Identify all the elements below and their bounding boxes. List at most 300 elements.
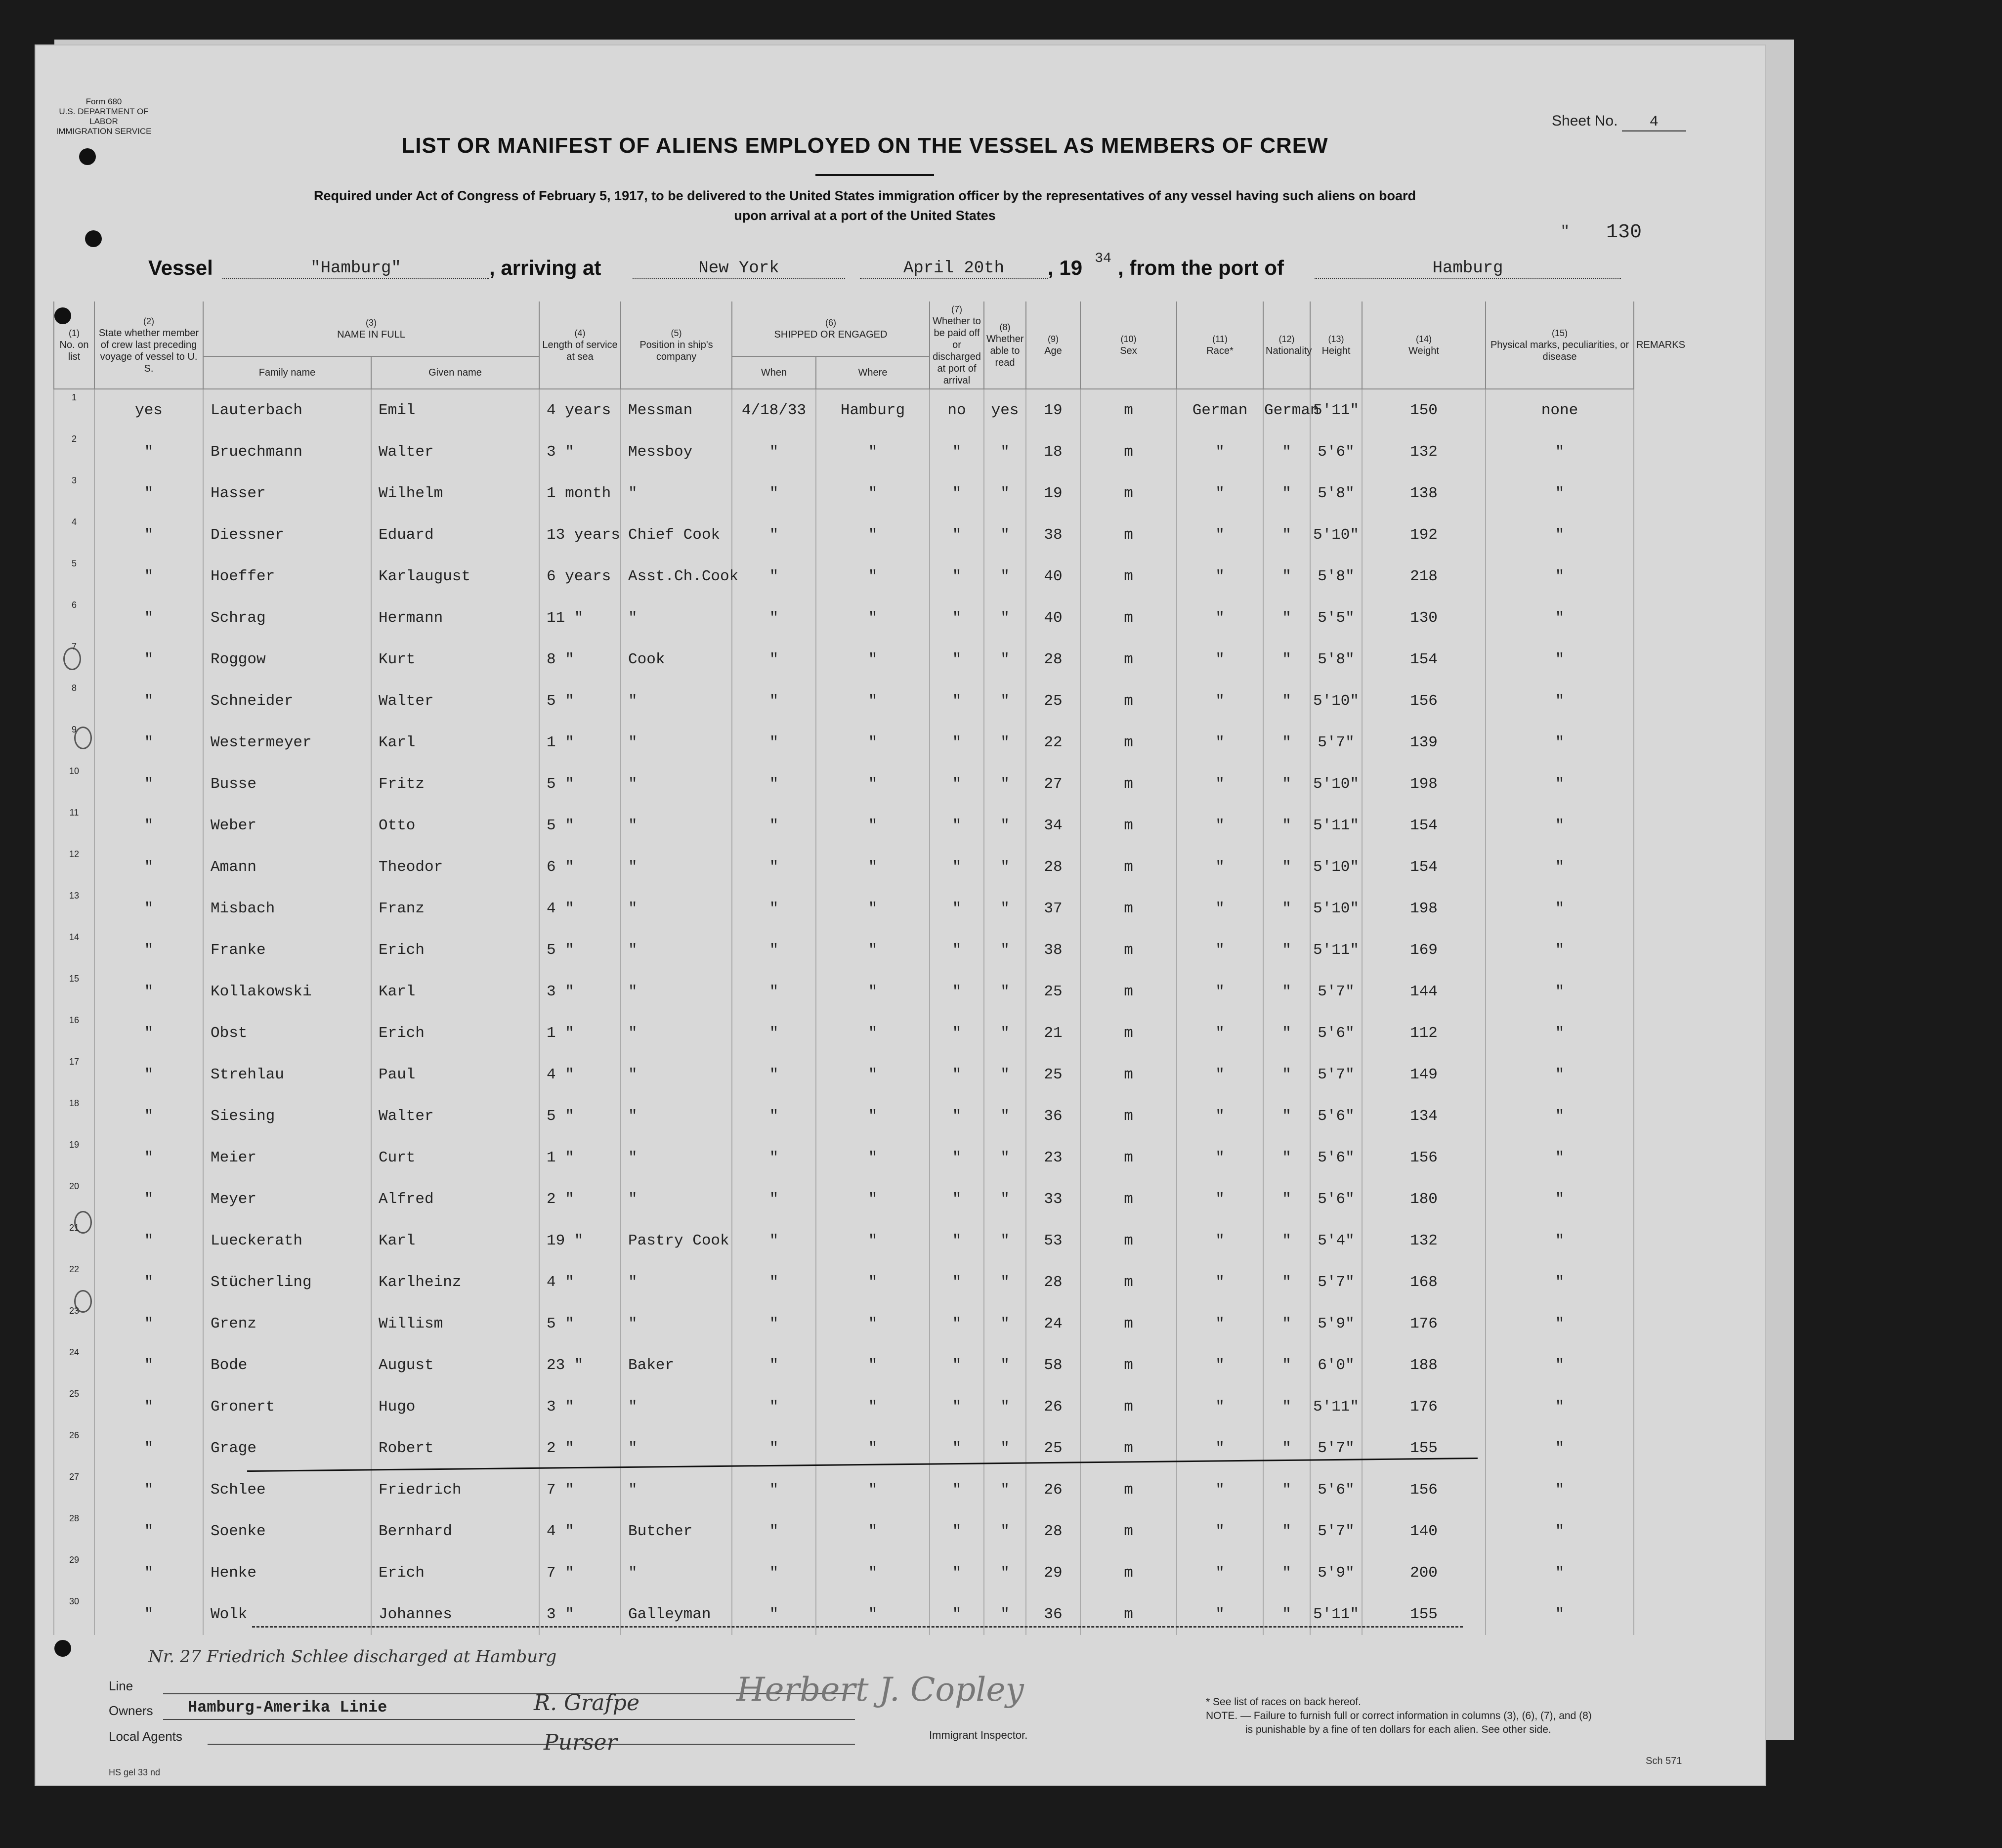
shipped-where-cell: " <box>816 1344 930 1386</box>
row-number-cell: 16 <box>54 1012 94 1054</box>
previous-voyage-cell: " <box>94 888 203 929</box>
race-cell: German <box>1177 389 1263 431</box>
shipped-where-cell: " <box>816 1469 930 1510</box>
age-cell: 40 <box>1026 556 1080 597</box>
height-cell: 5'11" <box>1310 389 1362 431</box>
nationality-cell: " <box>1263 514 1310 556</box>
schedule-number: Sch 571 <box>1646 1756 1682 1766</box>
form-number: Form 680 <box>85 97 122 106</box>
sex-cell: m <box>1080 1510 1177 1552</box>
nationality-cell: " <box>1263 1220 1310 1261</box>
family-name-cell: Roggow <box>203 639 371 680</box>
table-row <box>54 929 1634 971</box>
able-to-read-cell: " <box>984 722 1026 763</box>
nationality-cell: " <box>1263 597 1310 639</box>
shipped-when-cell: " <box>732 639 816 680</box>
weight-cell: 130 <box>1362 597 1486 639</box>
physical-marks-cell: " <box>1486 1593 1634 1635</box>
table-row <box>54 1469 1634 1510</box>
race-cell: " <box>1177 1469 1263 1510</box>
height-cell: 5'7" <box>1310 1261 1362 1303</box>
age-cell: 27 <box>1026 763 1080 805</box>
printer-mark: HS gel 33 nd <box>109 1767 161 1777</box>
given-name-cell: Wilhelm <box>371 473 539 514</box>
paid-off-cell: " <box>930 929 984 971</box>
able-to-read-cell: " <box>984 597 1026 639</box>
races-note: * See list of races on back hereof. <box>1206 1696 1362 1708</box>
length-of-service-cell: 1 " <box>539 722 621 763</box>
age-cell: 58 <box>1026 1344 1080 1386</box>
shipped-when-cell: " <box>732 1220 816 1261</box>
table-row <box>54 1552 1634 1593</box>
height-cell: 5'9" <box>1310 1303 1362 1344</box>
able-to-read-cell: " <box>984 514 1026 556</box>
position-cell: " <box>621 1386 732 1427</box>
nationality-cell: " <box>1263 1552 1310 1593</box>
shipped-where-cell: " <box>816 1054 930 1095</box>
immigrant-inspector-label: Immigrant Inspector. <box>929 1729 1028 1741</box>
sex-cell: m <box>1080 888 1177 929</box>
position-cell: " <box>621 971 732 1012</box>
shipped-where-cell: " <box>816 1386 930 1427</box>
shipped-where-cell: " <box>816 639 930 680</box>
height-cell: 5'8" <box>1310 473 1362 514</box>
able-to-read-cell: " <box>984 929 1026 971</box>
paid-off-cell: " <box>930 1012 984 1054</box>
shipped-where-cell: " <box>816 846 930 888</box>
physical-marks-cell: " <box>1486 763 1634 805</box>
shipped-when-cell: " <box>732 514 816 556</box>
table-row <box>54 680 1634 722</box>
col-paid-off-header: (7) Whether to be paid off or discharged at port of arrival <box>930 301 984 389</box>
previous-voyage-cell: " <box>94 1012 203 1054</box>
purser-signature: R. Grafpe <box>534 1690 640 1716</box>
shipped-when-cell: " <box>732 431 816 473</box>
age-cell: 25 <box>1026 1427 1080 1469</box>
crew-rows <box>54 389 1634 1635</box>
col-service-header: (4) Length of service at sea <box>539 301 621 389</box>
nationality-cell: " <box>1263 1593 1310 1635</box>
able-to-read-cell: " <box>984 1344 1026 1386</box>
col-sex-header: (10) Sex <box>1080 301 1177 389</box>
position-cell: " <box>621 763 732 805</box>
position-cell: " <box>621 805 732 846</box>
able-to-read-cell: " <box>984 431 1026 473</box>
shipped-when-cell: " <box>732 1137 816 1178</box>
height-cell: 5'11" <box>1310 1386 1362 1427</box>
physical-marks-cell: " <box>1486 1012 1634 1054</box>
weight-cell: 176 <box>1362 1303 1486 1344</box>
length-of-service-cell: 3 " <box>539 431 621 473</box>
shipped-where-cell: " <box>816 1012 930 1054</box>
length-of-service-cell: 3 " <box>539 971 621 1012</box>
length-of-service-cell: 1 " <box>539 1012 621 1054</box>
sex-cell: m <box>1080 846 1177 888</box>
arrival-port: New York <box>633 259 845 279</box>
col-name-header: (3) NAME IN FULL <box>203 301 539 356</box>
length-of-service-cell: 8 " <box>539 639 621 680</box>
nationality-cell: " <box>1263 805 1310 846</box>
shipped-when-cell: " <box>732 888 816 929</box>
age-cell: 38 <box>1026 514 1080 556</box>
owners-underline <box>163 1719 855 1720</box>
physical-marks-cell: none <box>1486 389 1634 431</box>
length-of-service-cell: 4 " <box>539 888 621 929</box>
physical-marks-cell: " <box>1486 1427 1634 1469</box>
nationality-cell: " <box>1263 639 1310 680</box>
height-cell: 5'11" <box>1310 929 1362 971</box>
race-cell: " <box>1177 597 1263 639</box>
shipped-where-cell: " <box>816 1303 930 1344</box>
shipped-where-cell: " <box>816 514 930 556</box>
able-to-read-cell: " <box>984 1303 1026 1344</box>
weight-cell: 188 <box>1362 1344 1486 1386</box>
physical-marks-cell: " <box>1486 639 1634 680</box>
given-name-cell: Walter <box>371 1095 539 1137</box>
sex-cell: m <box>1080 1178 1177 1220</box>
row-number-cell: 11 <box>54 805 94 846</box>
physical-marks-cell: " <box>1486 929 1634 971</box>
vessel-label: Vessel <box>148 256 213 279</box>
sex-cell: m <box>1080 1261 1177 1303</box>
table-row <box>54 1386 1634 1427</box>
physical-marks-cell: " <box>1486 846 1634 888</box>
length-of-service-cell: 11 " <box>539 597 621 639</box>
height-cell: 5'10" <box>1310 763 1362 805</box>
family-name-cell: Henke <box>203 1552 371 1593</box>
position-cell: " <box>621 597 732 639</box>
table-row <box>54 1510 1634 1552</box>
able-to-read-cell: " <box>984 556 1026 597</box>
given-name-cell: Karlaugust <box>371 556 539 597</box>
shipped-when-cell: " <box>732 1427 816 1469</box>
able-to-read-cell: " <box>984 1012 1026 1054</box>
able-to-read-cell: " <box>984 1261 1026 1303</box>
length-of-service-cell: 4 " <box>539 1510 621 1552</box>
shipped-where-cell: " <box>816 722 930 763</box>
race-cell: " <box>1177 431 1263 473</box>
nationality-cell: " <box>1263 1054 1310 1095</box>
family-name-cell: Weber <box>203 805 371 846</box>
weight-cell: 154 <box>1362 639 1486 680</box>
table-row <box>54 389 1634 431</box>
given-name-cell: Eduard <box>371 514 539 556</box>
sex-cell: m <box>1080 1054 1177 1095</box>
given-name-cell: Curt <box>371 1137 539 1178</box>
length-of-service-cell: 6 " <box>539 846 621 888</box>
row-number-cell: 2 <box>54 431 94 473</box>
race-cell: " <box>1177 1303 1263 1344</box>
shipped-where-cell: " <box>816 1510 930 1552</box>
age-cell: 26 <box>1026 1469 1080 1510</box>
nationality-cell: " <box>1263 722 1310 763</box>
able-to-read-cell: " <box>984 888 1026 929</box>
col-marks-header: (15) Physical marks, peculiarities, or disease <box>1486 301 1634 389</box>
race-cell: " <box>1177 1012 1263 1054</box>
row-number-cell: 5 <box>54 556 94 597</box>
table-row <box>54 888 1634 929</box>
nationality-cell: " <box>1263 1510 1310 1552</box>
family-name-cell: Diessner <box>203 514 371 556</box>
length-of-service-cell: 3 " <box>539 1593 621 1635</box>
row-number-cell: 22 <box>54 1261 94 1303</box>
position-cell: Baker <box>621 1344 732 1386</box>
sex-cell: m <box>1080 473 1177 514</box>
table-row <box>54 1593 1634 1635</box>
col-weight-header: (14) Weight <box>1362 301 1486 389</box>
shipped-when-cell: " <box>732 1012 816 1054</box>
age-cell: 19 <box>1026 389 1080 431</box>
race-cell: " <box>1177 722 1263 763</box>
shipped-when-cell: " <box>732 597 816 639</box>
length-of-service-cell: 1 month <box>539 473 621 514</box>
document-title: LIST OR MANIFEST OF ALIENS EMPLOYED ON THE VESSEL AS MEMBERS OF CREW <box>401 133 1328 158</box>
position-cell: " <box>621 680 732 722</box>
shipped-when-cell: " <box>732 1095 816 1137</box>
row-number-cell: 10 <box>54 763 94 805</box>
shipped-when-cell: " <box>732 971 816 1012</box>
position-cell: " <box>621 1427 732 1469</box>
race-cell: " <box>1177 763 1263 805</box>
height-cell: 5'7" <box>1310 722 1362 763</box>
footnote <box>1206 1695 1700 1737</box>
nationality-cell: " <box>1263 1303 1310 1344</box>
shipped-when-cell: 4/18/33 <box>732 389 816 431</box>
height-cell: 5'6" <box>1310 1469 1362 1510</box>
race-cell: " <box>1177 1261 1263 1303</box>
physical-marks-cell: " <box>1486 1510 1634 1552</box>
col-given-name-header: Given name <box>371 356 539 389</box>
shipped-where-cell: " <box>816 1220 930 1261</box>
shipped-when-cell: " <box>732 763 816 805</box>
shipped-when-cell: " <box>732 1552 816 1593</box>
weight-cell: 176 <box>1362 1386 1486 1427</box>
shipped-when-cell: " <box>732 929 816 971</box>
shipped-where-cell: " <box>816 888 930 929</box>
nationality-cell: " <box>1263 929 1310 971</box>
given-name-cell: August <box>371 1344 539 1386</box>
penalty-note: NOTE. — Failure to furnish full or correct information in columns (3), (6), (7), and (8) <box>1206 1710 1592 1721</box>
requirement-line-1: Required under Act of Congress of February 5, 1917, to be delivered to the United States immigration officer by the representatives of any vessel having such aliens on board <box>313 188 1416 203</box>
table-row <box>54 431 1634 473</box>
given-name-cell: Karl <box>371 722 539 763</box>
sex-cell: m <box>1080 722 1177 763</box>
previous-voyage-cell: " <box>94 971 203 1012</box>
row-number-cell: 14 <box>54 929 94 971</box>
length-of-service-cell: 4 years <box>539 389 621 431</box>
position-cell: " <box>621 929 732 971</box>
table-row <box>54 1095 1634 1137</box>
paid-off-cell: " <box>930 1220 984 1261</box>
age-cell: 25 <box>1026 1054 1080 1095</box>
age-cell: 22 <box>1026 722 1080 763</box>
family-name-cell: Misbach <box>203 888 371 929</box>
height-cell: 5'10" <box>1310 888 1362 929</box>
length-of-service-cell: 2 " <box>539 1427 621 1469</box>
sex-cell: m <box>1080 1386 1177 1427</box>
col-age-header: (9) Age <box>1026 301 1080 389</box>
previous-voyage-cell: " <box>94 1178 203 1220</box>
paid-off-cell: " <box>930 1178 984 1220</box>
sex-cell: m <box>1080 639 1177 680</box>
physical-marks-cell: " <box>1486 1220 1634 1261</box>
able-to-read-cell: " <box>984 846 1026 888</box>
height-cell: 5'6" <box>1310 1012 1362 1054</box>
family-name-cell: Wolk <box>203 1593 371 1635</box>
paid-off-cell: " <box>930 971 984 1012</box>
race-cell: " <box>1177 1178 1263 1220</box>
sex-cell: m <box>1080 1095 1177 1137</box>
age-cell: 36 <box>1026 1593 1080 1635</box>
age-cell: 28 <box>1026 1510 1080 1552</box>
table-row <box>54 1178 1634 1220</box>
previous-voyage-cell: " <box>94 1137 203 1178</box>
shipped-when-cell: " <box>732 805 816 846</box>
sex-cell: m <box>1080 763 1177 805</box>
position-cell: " <box>621 1178 732 1220</box>
sex-cell: m <box>1080 1552 1177 1593</box>
given-name-cell: Karl <box>371 971 539 1012</box>
table-row <box>54 805 1634 846</box>
height-cell: 5'5" <box>1310 597 1362 639</box>
length-of-service-cell: 7 " <box>539 1552 621 1593</box>
sex-cell: m <box>1080 1469 1177 1510</box>
shipped-when-cell: " <box>732 1510 816 1552</box>
length-of-service-cell: 4 " <box>539 1054 621 1095</box>
physical-marks-cell: " <box>1486 805 1634 846</box>
age-cell: 29 <box>1026 1552 1080 1593</box>
family-name-cell: Schneider <box>203 680 371 722</box>
shipped-where-cell: " <box>816 929 930 971</box>
able-to-read-cell: " <box>984 805 1026 846</box>
race-cell: " <box>1177 1344 1263 1386</box>
sheet-number-value: 4 <box>1622 114 1686 131</box>
given-name-cell: Kurt <box>371 639 539 680</box>
paid-off-cell: " <box>930 846 984 888</box>
previous-voyage-cell: yes <box>94 389 203 431</box>
sex-cell: m <box>1080 971 1177 1012</box>
race-cell: " <box>1177 805 1263 846</box>
length-of-service-cell: 23 " <box>539 1344 621 1386</box>
sex-cell: m <box>1080 1593 1177 1635</box>
handwritten-discharge-note: Nr. 27 Friedrich Schlee discharged at Hamburg <box>148 1647 557 1667</box>
paid-off-cell: " <box>930 805 984 846</box>
age-cell: 28 <box>1026 1261 1080 1303</box>
age-cell: 23 <box>1026 1137 1080 1178</box>
shipped-when-cell: " <box>732 1303 816 1344</box>
position-cell: " <box>621 846 732 888</box>
col-previous-voyage-header: (2) State whether member of crew last preceding voyage of vessel to U. S. <box>94 301 203 389</box>
paid-off-cell: " <box>930 1344 984 1386</box>
able-to-read-cell: " <box>984 1137 1026 1178</box>
shipped-where-cell: " <box>816 1552 930 1593</box>
owners-label: Owners <box>109 1703 153 1718</box>
position-cell: " <box>621 473 732 514</box>
physical-marks-cell: " <box>1486 1054 1634 1095</box>
previous-voyage-cell: " <box>94 722 203 763</box>
physical-marks-cell: " <box>1486 514 1634 556</box>
race-cell: " <box>1177 971 1263 1012</box>
nationality-cell: " <box>1263 1427 1310 1469</box>
family-name-cell: Obst <box>203 1012 371 1054</box>
row-number-cell: 9 <box>54 722 94 763</box>
row-number-cell: 30 <box>54 1593 94 1635</box>
paid-off-cell: " <box>930 722 984 763</box>
nationality-cell: " <box>1263 1095 1310 1137</box>
col-family-name-header: Family name <box>203 356 371 389</box>
row-number-cell: 25 <box>54 1386 94 1427</box>
previous-voyage-cell: " <box>94 1386 203 1427</box>
sex-cell: m <box>1080 1303 1177 1344</box>
height-cell: 5'4" <box>1310 1220 1362 1261</box>
family-name-cell: Kollakowski <box>203 971 371 1012</box>
age-cell: 28 <box>1026 846 1080 888</box>
race-cell: " <box>1177 1220 1263 1261</box>
previous-voyage-cell: " <box>94 514 203 556</box>
paid-off-cell: " <box>930 431 984 473</box>
given-name-cell: Erich <box>371 929 539 971</box>
weight-cell: 154 <box>1362 846 1486 888</box>
col-shipped-header: (6) SHIPPED OR ENGAGED <box>732 301 930 356</box>
physical-marks-cell: " <box>1486 473 1634 514</box>
nationality-cell: " <box>1263 556 1310 597</box>
position-cell: Cook <box>621 639 732 680</box>
able-to-read-cell: " <box>984 763 1026 805</box>
weight-cell: 156 <box>1362 680 1486 722</box>
previous-voyage-cell: " <box>94 1095 203 1137</box>
weight-cell: 155 <box>1362 1593 1486 1635</box>
height-cell: 5'7" <box>1310 1427 1362 1469</box>
position-cell: Chief Cook <box>621 514 732 556</box>
age-cell: 34 <box>1026 805 1080 846</box>
nationality-cell: " <box>1263 846 1310 888</box>
family-name-cell: Gronert <box>203 1386 371 1427</box>
shipped-when-cell: " <box>732 473 816 514</box>
age-cell: 25 <box>1026 971 1080 1012</box>
able-to-read-cell: " <box>984 1178 1026 1220</box>
stamp-number: 130 <box>1606 221 1642 244</box>
weight-cell: 200 <box>1362 1552 1486 1593</box>
position-cell: Butcher <box>621 1510 732 1552</box>
length-of-service-cell: 5 " <box>539 1095 621 1137</box>
height-cell: 6'0" <box>1310 1344 1362 1386</box>
physical-marks-cell: " <box>1486 971 1634 1012</box>
col-read-header: (8) Whether able to read <box>984 301 1026 389</box>
physical-marks-cell: " <box>1486 431 1634 473</box>
previous-voyage-cell: " <box>94 763 203 805</box>
nationality-cell: " <box>1263 1012 1310 1054</box>
row-number-cell: 7 <box>54 639 94 680</box>
weight-cell: 168 <box>1362 1261 1486 1303</box>
age-cell: 40 <box>1026 597 1080 639</box>
table-row <box>54 1012 1634 1054</box>
table-row <box>54 846 1634 888</box>
age-cell: 28 <box>1026 639 1080 680</box>
row-number-cell: 29 <box>54 1552 94 1593</box>
given-name-cell: Willism <box>371 1303 539 1344</box>
physical-marks-cell: " <box>1486 1469 1634 1510</box>
shipped-when-cell: " <box>732 1178 816 1220</box>
length-of-service-cell: 3 " <box>539 1386 621 1427</box>
table-row <box>54 763 1634 805</box>
shipped-when-cell: " <box>732 680 816 722</box>
previous-voyage-cell: " <box>94 1552 203 1593</box>
family-name-cell: Hasser <box>203 473 371 514</box>
row-number-cell: 24 <box>54 1344 94 1386</box>
table-row <box>54 722 1634 763</box>
previous-voyage-cell: " <box>94 1054 203 1095</box>
row-number-cell: 8 <box>54 680 94 722</box>
